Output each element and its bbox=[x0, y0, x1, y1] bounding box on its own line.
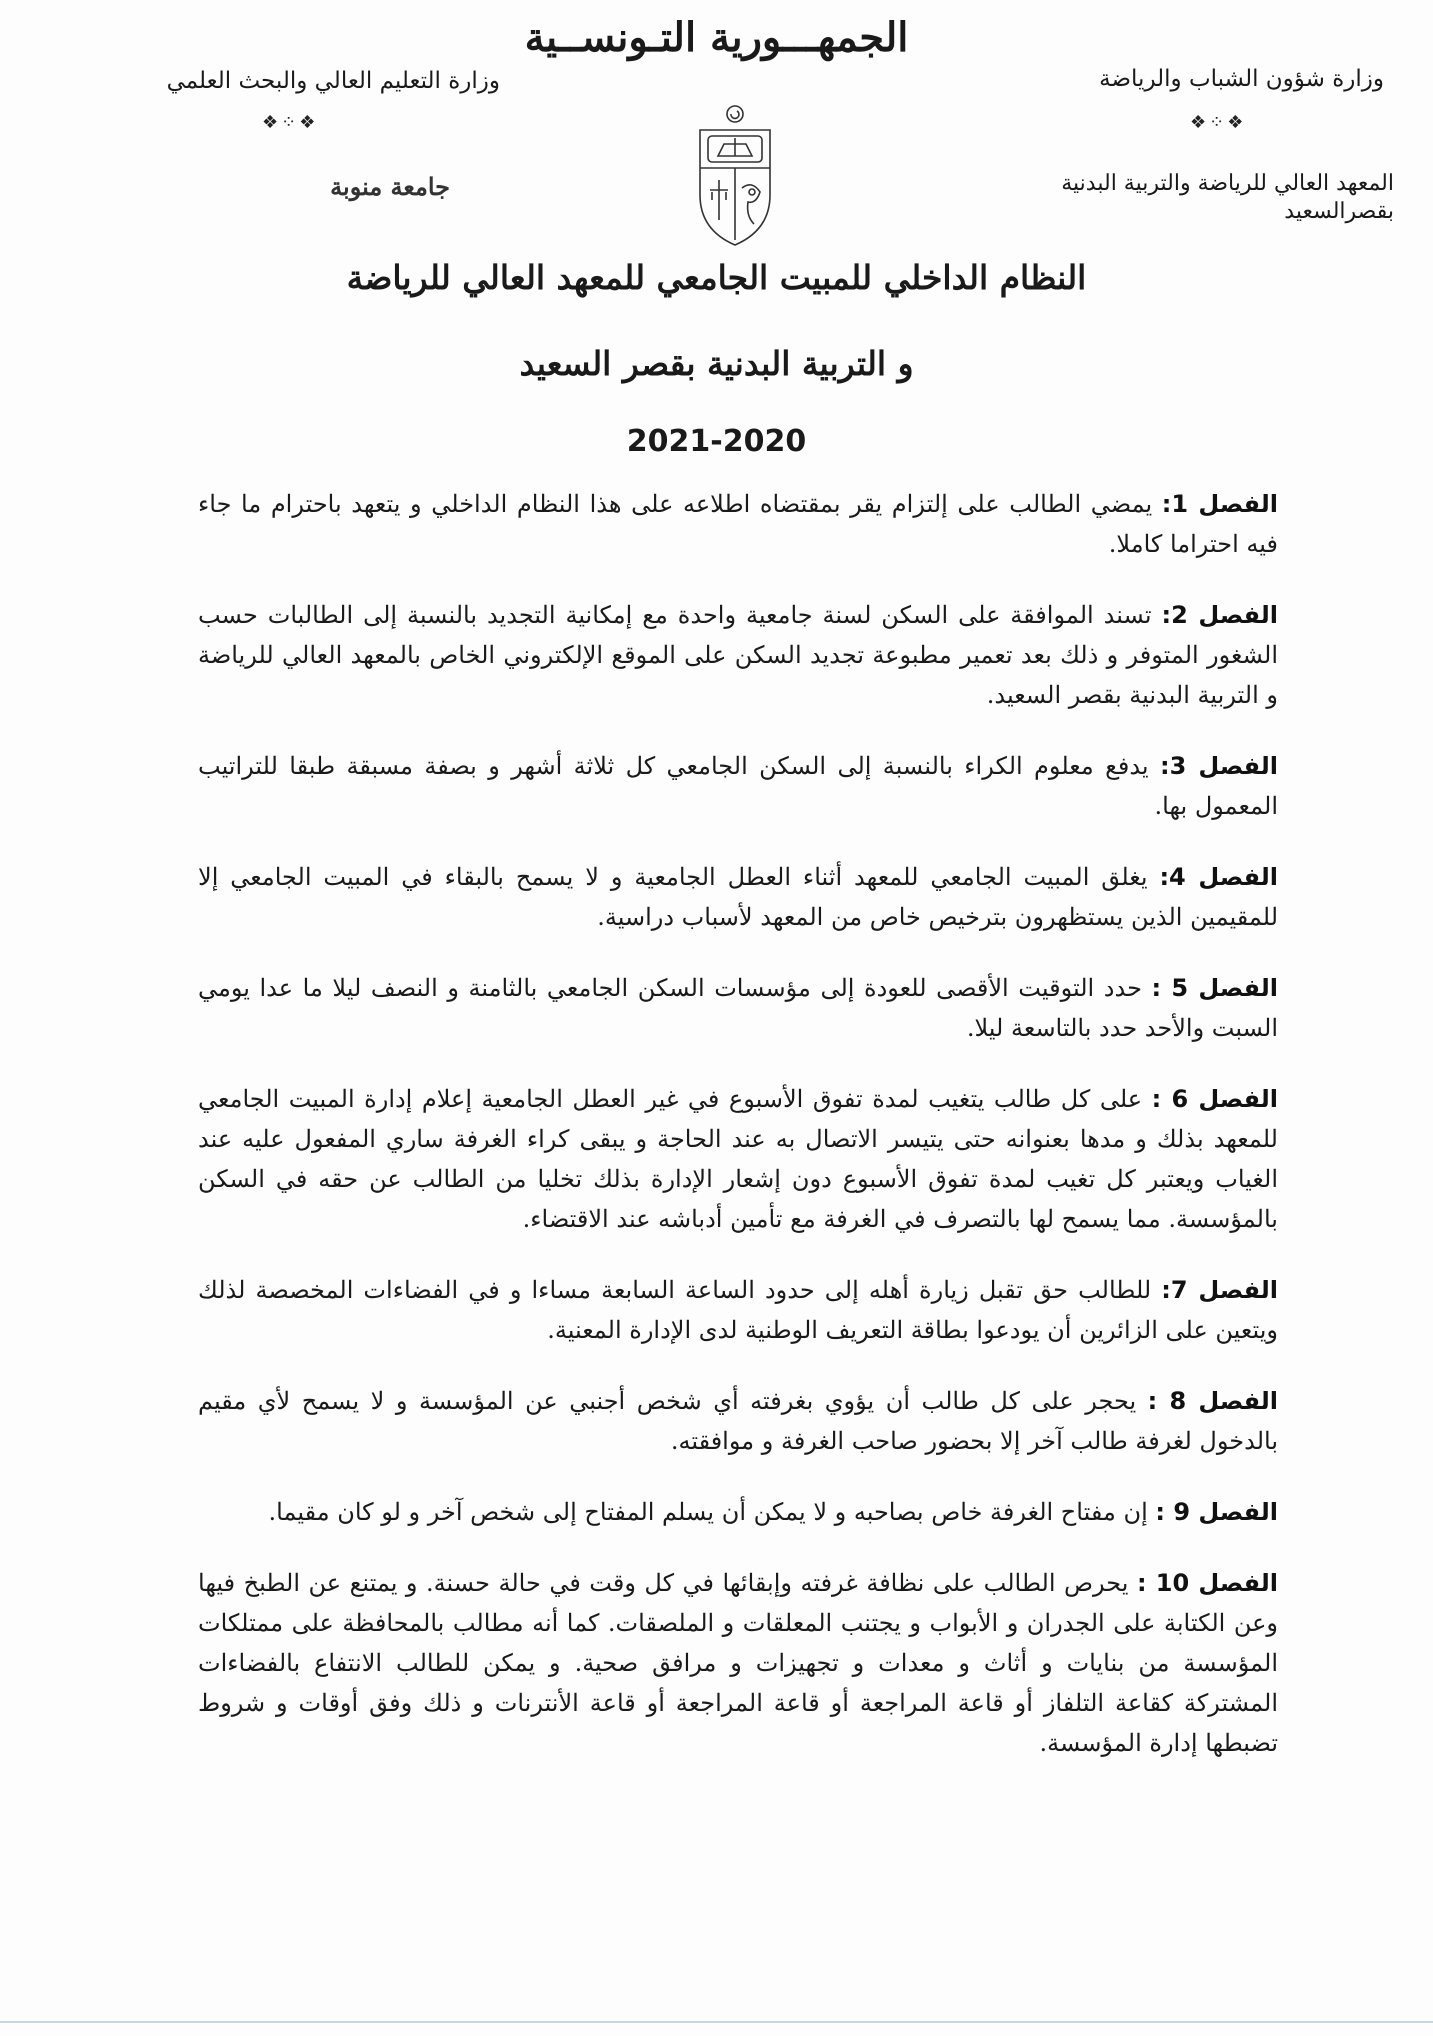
article-2 bbox=[198, 595, 1278, 715]
article-text: يدفع معلوم الكراء بالنسبة إلى السكن الجامعي كل ثلاثة أشهر و بصفة مسبقة طبقا للتراتيب المعمول بها. bbox=[198, 752, 1278, 820]
article-text: يحرص الطالب على نظافة غرفته وإبقائها في كل وقت في حالة حسنة. و يمتنع عن الطبخ فيها وعن الكتابة على الجدران و الأبواب و يجتنب المعلقات و الملصقات. كما أنه مطالب بالمحافظة على ممتلكات المؤسسة من بنايات و أثاث و معدات و تجهيزات و مرافق صحية. و يمكن للطالب الانتفاع بالفضاءات المشتركة كقاعة التلفاز أو قاعة المراجعة أو قاعة المراجعة أو قاعة الأنترنات و ذلك وفق أوقات و شروط تضبطها إدارة المؤسسة. bbox=[198, 1569, 1278, 1757]
article-3 bbox=[198, 746, 1278, 826]
article-8 bbox=[198, 1381, 1278, 1461]
article-text: يغلق المبيت الجامعي للمعهد أثناء العطل الجامعية و لا يسمح بالبقاء في المبيت الجامعي إلا للمقيمين الذين يستظهرون بترخيص خاص من المعهد لأسباب دراسية. bbox=[198, 863, 1278, 931]
article-label: الفصل 3: bbox=[1160, 752, 1278, 780]
articles-body bbox=[198, 484, 1278, 1794]
scan-edge-divider bbox=[0, 2021, 1433, 2023]
academic-year: 2021-2020 bbox=[626, 424, 807, 459]
article-text: يحجر على كل طالب أن يؤوي بغرفته أي شخص أجنبي عن المؤسسة و لا يسمح لأي مقيم بالدخول لغرفة طالب آخر إلا بحضور صاحب الغرفة و موافقته. bbox=[198, 1387, 1278, 1455]
article-label: الفصل 6 : bbox=[1151, 1085, 1278, 1113]
university-name: جامعة منوبة bbox=[330, 172, 450, 201]
document-title-line-2: و التربية البدنية بقصر السعيد bbox=[519, 344, 914, 383]
ornament-left-icon: ❖⁘❖ bbox=[262, 112, 319, 133]
article-5 bbox=[198, 968, 1278, 1048]
institute-name bbox=[1020, 170, 1394, 226]
article-label: الفصل 1: bbox=[1161, 490, 1278, 518]
republic-header: الجمهـــورية التـونســية bbox=[524, 14, 909, 61]
article-text: إن مفتاح الغرفة خاص بصاحبه و لا يمكن أن يسلم المفتاح إلى شخص آخر و لو كان مقيما. bbox=[268, 1498, 1148, 1526]
article-text: حدد التوقيت الأقصى للعودة إلى مؤسسات السكن الجامعي بالثامنة و النصف ليلا ما عدا يومي السبت والأحد حدد بالتاسعة ليلا. bbox=[198, 974, 1278, 1042]
ministry-youth-sports: وزارة شؤون الشباب والرياضة bbox=[1099, 66, 1384, 92]
article-label: الفصل 7: bbox=[1161, 1276, 1278, 1304]
article-6 bbox=[198, 1079, 1278, 1239]
article-label: الفصل 5 : bbox=[1151, 974, 1278, 1002]
institute-line-2: بقصرالسعيد bbox=[1284, 199, 1394, 224]
document-title-line-1: النظام الداخلي للمبيت الجامعي للمعهد العالي للرياضة bbox=[346, 258, 1087, 297]
article-9 bbox=[198, 1492, 1278, 1532]
tunisia-coat-of-arms-icon bbox=[690, 100, 780, 250]
ministry-higher-education: وزارة التعليم العالي والبحث العلمي bbox=[166, 68, 500, 94]
article-label: الفصل 4: bbox=[1159, 863, 1278, 891]
ornament-right-icon: ❖⁘❖ bbox=[1190, 112, 1247, 133]
article-10 bbox=[198, 1563, 1278, 1763]
institute-line-1: المعهد العالي للرياضة والتربية البدنية bbox=[1061, 171, 1394, 196]
article-text: على كل طالب يتغيب لمدة تفوق الأسبوع في غير العطل الجامعية إعلام إدارة المبيت الجامعي للمعهد بذلك و مدها بعنوانه حتى يتيسر الاتصال به عند الحاجة و يبقى كراء الغرفة ساري المفعول عليه عند الغياب ويعتبر كل تغيب لمدة تفوق الأسبوع دون إشعار الإدارة بذلك تخليا من الطالب عن حقه في السكن بالمؤسسة. مما يسمح لها بالتصرف في الغرفة مع تأمين أدباشه عند الاقتضاء. bbox=[198, 1085, 1278, 1233]
article-label: الفصل 2: bbox=[1161, 601, 1278, 629]
article-4 bbox=[198, 857, 1278, 937]
article-text: يمضي الطالب على إلتزام يقر بمقتضاه اطلاعه على هذا النظام الداخلي و يتعهد باحترام ما جاء فيه احتراما كاملا. bbox=[198, 490, 1278, 558]
article-text: تسند الموافقة على السكن لسنة جامعية واحدة مع إمكانية التجديد بالنسبة إلى الطالبات حسب الشغور المتوفر و ذلك بعد تعمير مطبوعة تجديد السكن على الموقع الإلكتروني الخاص بالمعهد العالي للرياضة و التربية البدنية بقصر السعيد. bbox=[198, 601, 1278, 709]
article-1 bbox=[198, 484, 1278, 564]
article-7 bbox=[198, 1270, 1278, 1350]
article-label: الفصل 9 : bbox=[1155, 1498, 1278, 1526]
article-label: الفصل 10 : bbox=[1136, 1569, 1278, 1597]
article-label: الفصل 8 : bbox=[1147, 1387, 1279, 1415]
article-text: للطالب حق تقبل زيارة أهله إلى حدود الساعة السابعة مساءا و في الفضاءات المخصصة لذلك ويتعين على الزائرين أن يودعوا بطاقة التعريف الوطنية لدى الإدارة المعنية. bbox=[198, 1276, 1278, 1344]
